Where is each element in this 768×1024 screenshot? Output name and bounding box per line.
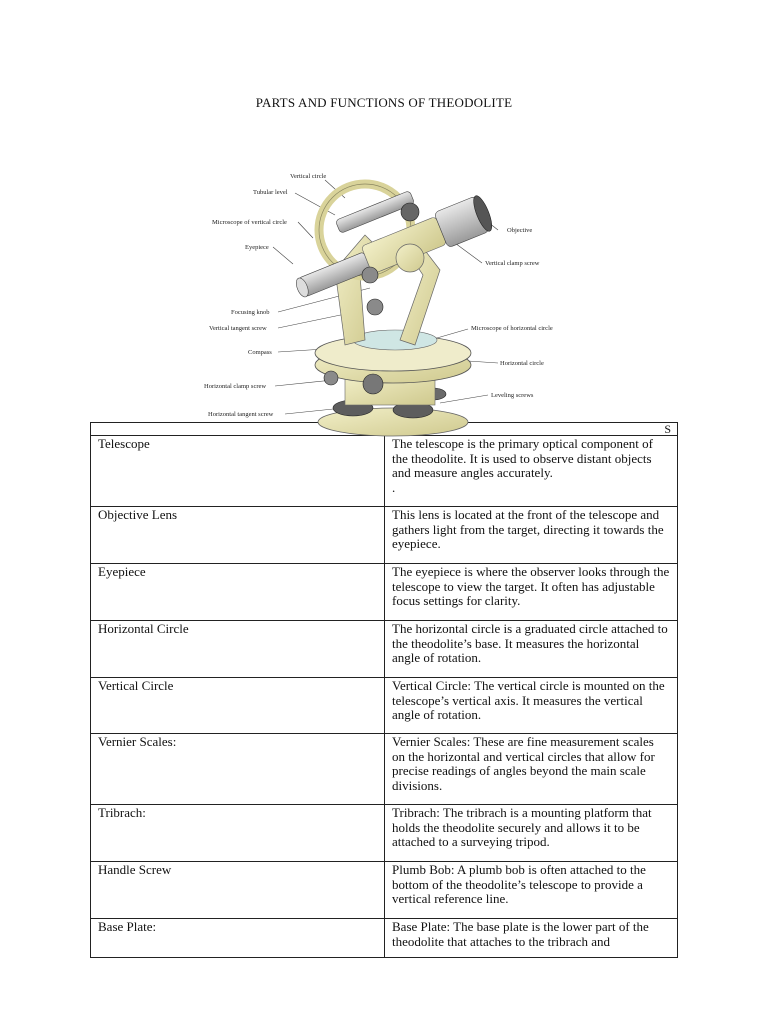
top-screw-shape [401,203,419,221]
table-row [91,862,678,919]
table-row [91,507,678,564]
table-row [91,564,678,621]
part-function-cell: Plumb Bob: A plumb bob is often attached to the bottom of the theodolite’s telescope to provide a vertical reference line. [385,862,678,919]
part-function-cell: The horizontal circle is a graduated circle attached to the theodolite’s base. It measures the horizontal angle of rotation. [385,621,678,678]
part-name-cell: Handle Screw [91,862,385,919]
page-title: PARTS AND FUNCTIONS OF THEODOLITE [255,95,513,110]
header-cell-function: S [385,423,678,436]
part-function-cell: Base Plate: The base plate is the lower part of the theodolite that attaches to the tribrach and [385,919,678,958]
label-horizontal-clamp: Horizontal clamp screw [204,383,267,390]
part-name-cell: Telescope [91,436,385,507]
label-horizontal-circle: Horizontal circle [500,360,544,367]
part-name-cell: Base Plate: [91,919,385,958]
tangent-screw-shape [324,371,338,385]
label-compass: Compass [248,349,272,356]
part-name-cell: Horizontal Circle [91,621,385,678]
function-extra: . [392,479,396,495]
function-text: The telescope is the primary optical component of the theodolite. It is used to observe distant objects and measure angles accurately. [392,436,653,480]
label-vertical-circle: Vertical circle [290,173,327,180]
table-row [91,678,678,734]
part-function-cell [385,436,678,507]
label-objective: Objective [507,227,533,234]
table-row [91,805,678,862]
vertical-clamp-shape [362,267,378,283]
label-tubular-level: Tubular level [253,189,288,196]
part-name-cell: Tribrach: [91,805,385,862]
part-function-cell: The eyepiece is where the observer looks through the telescope to view the target. It often has adjustable focus settings for clarity. [385,564,678,621]
table-row [91,734,678,805]
label-eyepiece: Eyepiece [245,244,269,251]
label-microscope-horizontal: Microscope of horizontal circle [471,325,553,332]
compass-shape [353,330,437,350]
label-vertical-tangent: Vertical tangent screw [209,325,267,332]
parts-table [90,422,678,958]
label-vertical-clamp: Vertical clamp screw [485,260,540,267]
table-row [91,621,678,678]
focusing-knob-shape [367,299,383,315]
part-function-cell: Vertical Circle: The vertical circle is mounted on the telescope’s vertical axis. It measures the vertical angle of rotation. [385,678,678,734]
clamp-screw-shape [363,374,383,394]
part-function-cell: Vernier Scales: These are fine measurement scales on the horizontal and vertical circles that allow for precise readings of angles beyond the main scale divisions. [385,734,678,805]
table-row [91,919,678,958]
label-leveling-screws: Leveling screws [491,392,534,399]
label-focusing-knob: Focusing knob [231,309,270,316]
part-name-cell: Vernier Scales: [91,734,385,805]
part-name-cell: Vertical Circle [91,678,385,734]
label-horizontal-tangent: Horizontal tangent screw [208,411,274,418]
part-function-cell: Tribrach: The tribrach is a mounting platform that holds the theodolite securely and allows it to be attached to a surveying tripod. [385,805,678,862]
part-name-cell: Eyepiece [91,564,385,621]
theodolite-diagram [195,160,585,440]
axis-hub-shape [396,244,424,272]
part-function-cell: This lens is located at the front of the telescope and gathers light from the target, directing it towards the eyepiece. [385,507,678,564]
label-microscope-vertical: Microscope of vertical circle [212,219,287,226]
part-name-cell: Objective Lens [91,507,385,564]
table-row [91,436,678,507]
